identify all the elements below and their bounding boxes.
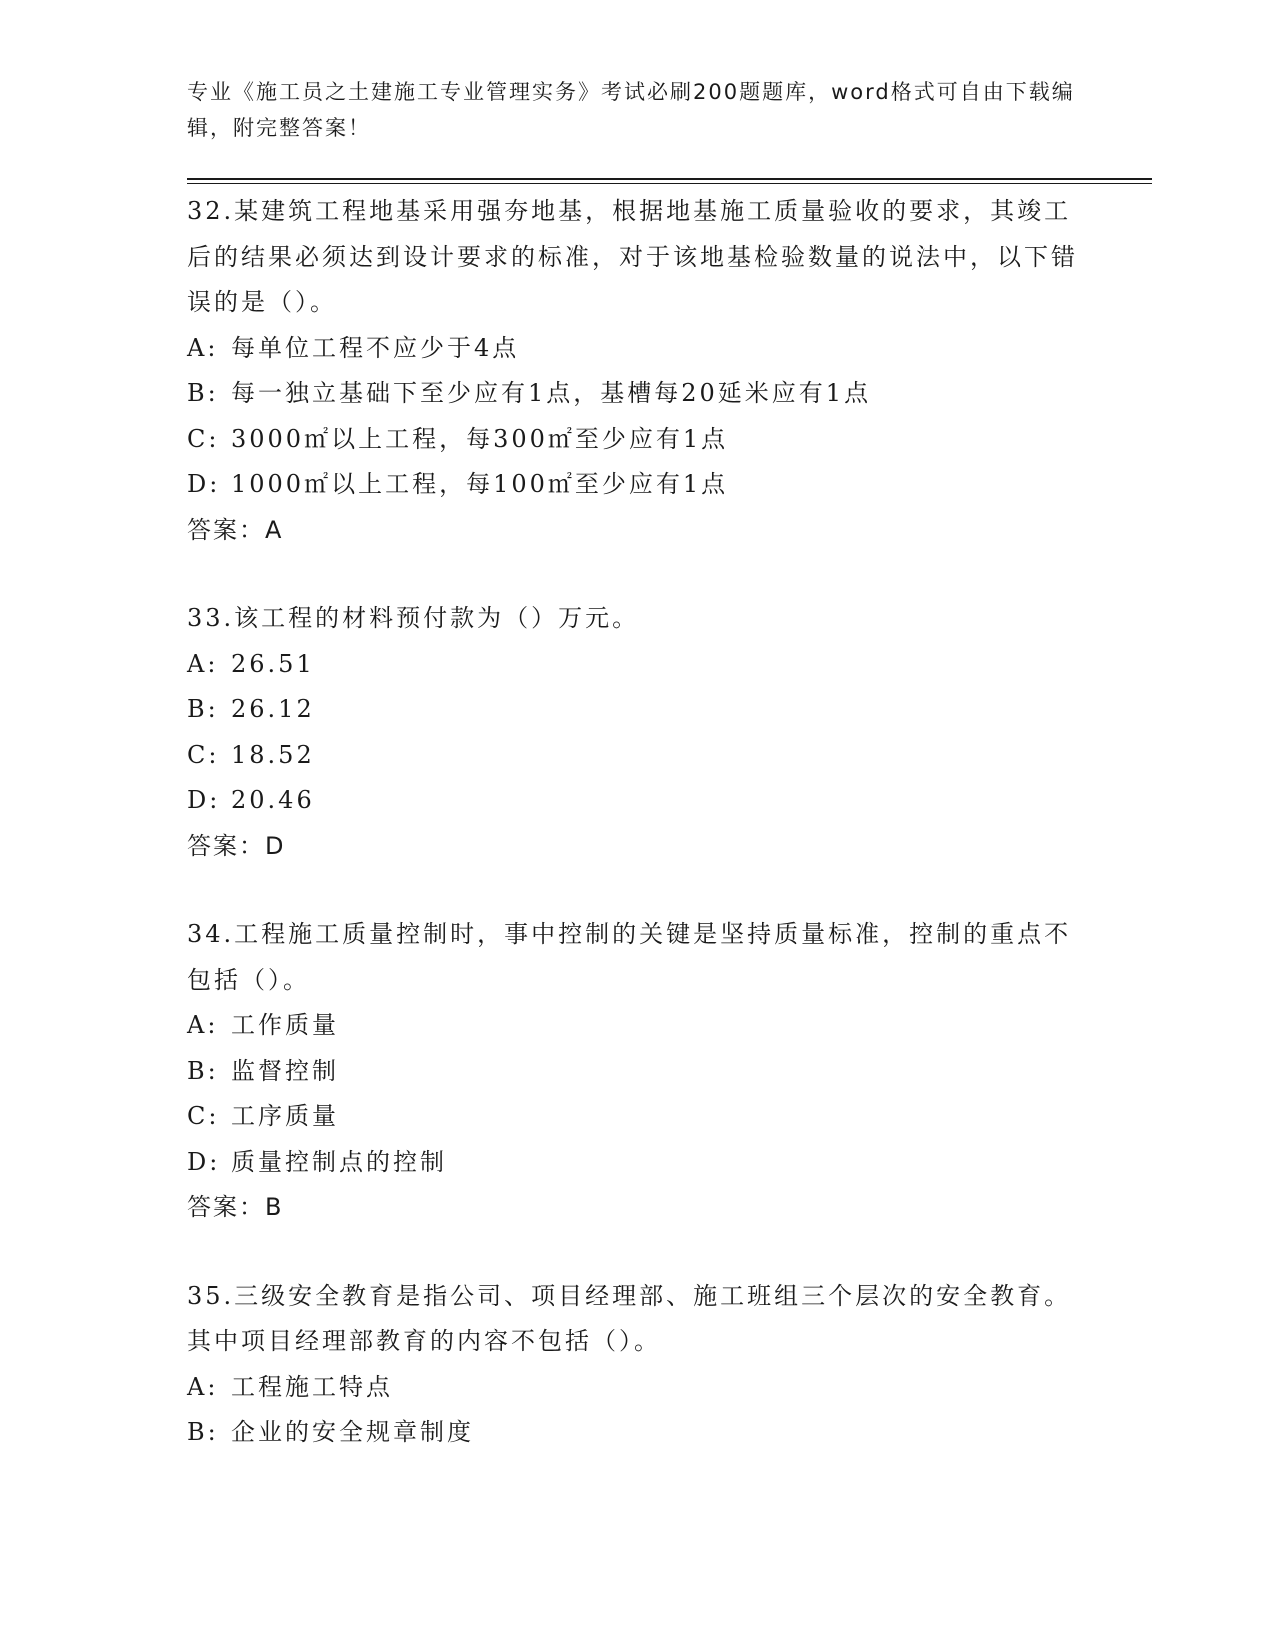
option-text: 监督控制 bbox=[231, 1056, 339, 1085]
question-list bbox=[187, 189, 1087, 1499]
option-letter: A: bbox=[187, 1372, 219, 1401]
option-letter: B: bbox=[187, 379, 219, 407]
option-d bbox=[187, 1140, 1087, 1186]
option-text: 20.46 bbox=[231, 786, 315, 814]
option-d bbox=[187, 778, 1087, 824]
option-a bbox=[187, 1003, 1087, 1049]
option-letter: B: bbox=[187, 1056, 219, 1085]
option-letter: A: bbox=[187, 1011, 219, 1039]
option-letter: C: bbox=[187, 740, 220, 769]
question-text: 35.三级安全教育是指公司、项目经理部、施工班组三个层次的安全教育。其中项目经理部教育的内容不包括（）。 bbox=[187, 1281, 1072, 1355]
option-text: 26.51 bbox=[231, 649, 315, 678]
option-text: 工序质量 bbox=[231, 1102, 339, 1130]
question-text: 32.某建筑工程地基采用强夯地基，根据地基施工质量验收的要求，其竣工后的结果必须达到设计要求的标准，对于该地基检验数量的说法中，以下错误的是（）。 bbox=[187, 197, 1078, 316]
option-text: 3000㎡以上工程，每300㎡至少应有1点 bbox=[231, 424, 729, 453]
option-c bbox=[187, 1094, 1087, 1140]
option-letter: C: bbox=[187, 1102, 220, 1130]
answer-line: 答案：B bbox=[187, 1193, 284, 1221]
option-d bbox=[187, 462, 1087, 508]
question-32 bbox=[187, 189, 1087, 553]
option-text: 企业的安全规章制度 bbox=[231, 1418, 474, 1446]
option-letter: D: bbox=[187, 470, 221, 498]
option-c bbox=[187, 733, 1087, 779]
header-divider-thin bbox=[187, 183, 1152, 184]
option-text: 工程施工特点 bbox=[231, 1372, 393, 1401]
option-c bbox=[187, 417, 1087, 463]
option-text: 每单位工程不应少于4点 bbox=[231, 333, 520, 362]
question-text: 34.工程施工质量控制时，事中控制的关键是坚持质量标准，控制的重点不包括（）。 bbox=[187, 920, 1072, 994]
question-text: 33.该工程的材料预付款为（）万元。 bbox=[187, 604, 640, 632]
option-letter: A: bbox=[187, 649, 219, 678]
option-b bbox=[187, 371, 1087, 417]
question-33 bbox=[187, 596, 1087, 869]
option-letter: D: bbox=[187, 786, 221, 814]
option-letter: D: bbox=[187, 1147, 221, 1176]
option-b bbox=[187, 1049, 1087, 1095]
option-text: 工作质量 bbox=[231, 1011, 339, 1039]
header-divider-thick bbox=[187, 178, 1152, 180]
option-text: 18.52 bbox=[231, 740, 315, 769]
option-text: 1000㎡以上工程，每100㎡至少应有1点 bbox=[231, 470, 729, 498]
option-text: 26.12 bbox=[231, 695, 315, 723]
option-b bbox=[187, 687, 1087, 733]
option-a bbox=[187, 326, 1087, 372]
option-letter: C: bbox=[187, 424, 220, 453]
option-letter: B: bbox=[187, 1418, 219, 1446]
option-letter: A: bbox=[187, 333, 219, 362]
question-35 bbox=[187, 1274, 1087, 1456]
option-text: 质量控制点的控制 bbox=[231, 1147, 447, 1176]
option-a bbox=[187, 642, 1087, 688]
answer-line: 答案：A bbox=[187, 515, 284, 544]
question-34 bbox=[187, 912, 1087, 1231]
option-letter: B: bbox=[187, 695, 219, 723]
option-b bbox=[187, 1410, 1087, 1456]
option-a bbox=[187, 1365, 1087, 1411]
option-text: 每一独立基础下至少应有1点，基槽每20延米应有1点 bbox=[231, 379, 872, 407]
answer-line: 答案：D bbox=[187, 831, 286, 860]
document-header: 专业《施工员之土建施工专业管理实务》考试必刷200题题库，word格式可自由下载编辑，附完整答案！ bbox=[187, 80, 1075, 140]
